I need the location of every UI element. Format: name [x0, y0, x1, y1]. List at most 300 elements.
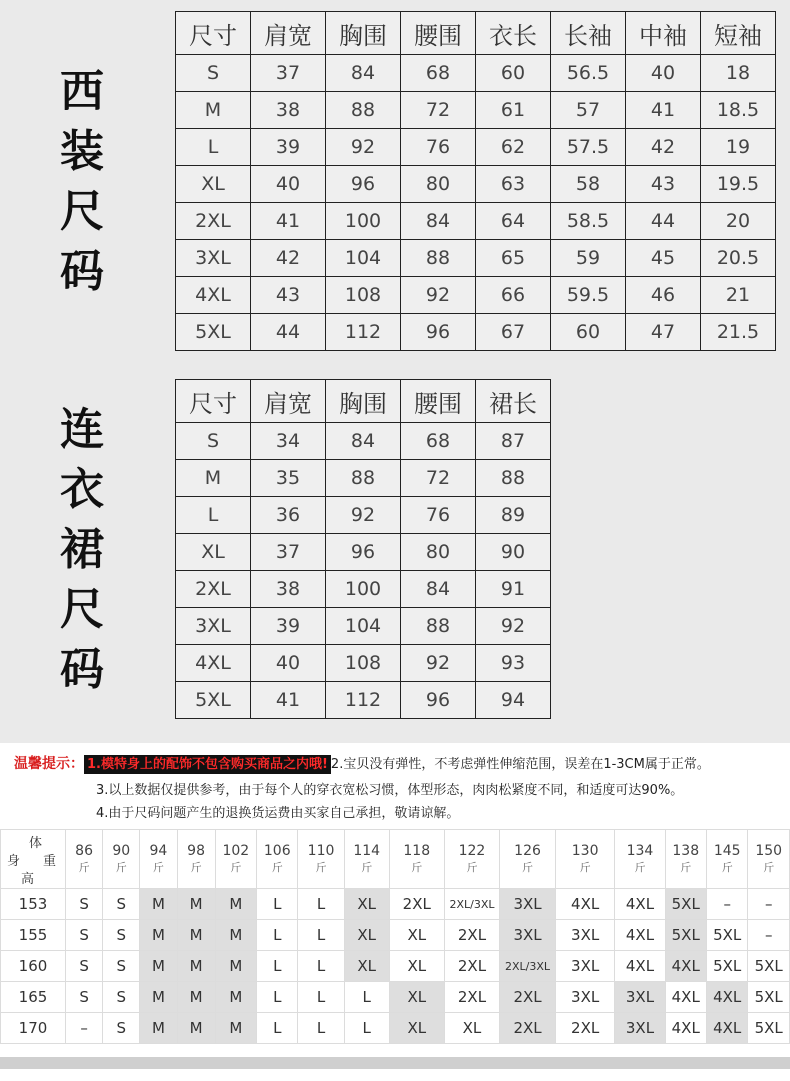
table-cell: 96	[326, 166, 401, 203]
suit-size-title	[52, 62, 112, 302]
size-cell: S	[66, 951, 103, 982]
header-row	[176, 12, 776, 55]
fit-recommendation-table	[0, 829, 790, 1044]
table-cell: 36	[251, 497, 326, 534]
size-cell: 4XL	[665, 951, 706, 982]
table-row	[176, 277, 776, 314]
dress-title-char: 衣	[60, 464, 104, 515]
size-cell: M	[177, 982, 215, 1013]
table-cell: 58.5	[551, 203, 626, 240]
table-cell: 19	[701, 129, 776, 166]
column-header: 短袖	[701, 12, 776, 55]
table-cell: 60	[476, 55, 551, 92]
table-cell: 92	[326, 497, 401, 534]
size-cell: XL	[389, 982, 444, 1013]
table-cell: 21	[701, 277, 776, 314]
table-cell: 3XL	[176, 240, 251, 277]
size-cell: L	[298, 1013, 344, 1044]
table-cell: 89	[476, 497, 551, 534]
suit-size-table	[175, 11, 776, 351]
weight-header	[555, 830, 615, 889]
table-cell: 88	[476, 460, 551, 497]
table-cell: 41	[251, 682, 326, 719]
table-cell: 62	[476, 129, 551, 166]
size-cell: 3XL	[555, 920, 615, 951]
weight-header	[257, 830, 298, 889]
table-row	[176, 682, 551, 719]
size-cell: M	[215, 951, 256, 982]
size-cell: 3XL	[555, 951, 615, 982]
table-cell: 47	[626, 314, 701, 351]
fit-row	[1, 982, 790, 1013]
table-cell: 18.5	[701, 92, 776, 129]
table-cell: 88	[401, 608, 476, 645]
weight-header	[706, 830, 747, 889]
size-cell: L	[257, 920, 298, 951]
table-row	[176, 497, 551, 534]
table-cell: 40	[251, 645, 326, 682]
table-cell: 104	[326, 240, 401, 277]
table-row	[176, 203, 776, 240]
table-cell: 44	[626, 203, 701, 240]
size-cell: 4XL	[665, 1013, 706, 1044]
size-cell: L	[257, 889, 298, 920]
size-cell: 5XL	[748, 1013, 790, 1044]
table-cell: 40	[626, 55, 701, 92]
note-line-3: 4.由于尺码问题产生的退换货运费由买家自己承担，敬请谅解。	[96, 806, 460, 821]
weight-unit: 斤	[152, 861, 164, 874]
size-cell: XL	[344, 951, 389, 982]
table-cell: 20.5	[701, 240, 776, 277]
table-cell: 68	[401, 55, 476, 92]
dress-title-char: 码	[60, 644, 104, 695]
note-line-1	[14, 753, 710, 773]
table-cell: 43	[251, 277, 326, 314]
dress-title-char: 连	[60, 404, 104, 455]
weight-unit: 斤	[680, 861, 692, 874]
weight-unit: 斤	[190, 861, 202, 874]
height-cell: 165	[1, 982, 66, 1013]
column-header: 肩宽	[251, 380, 326, 423]
weight-header	[389, 830, 444, 889]
column-header: 裙长	[476, 380, 551, 423]
size-cell: 4XL	[615, 889, 665, 920]
size-cell: 5XL	[748, 951, 790, 982]
table-cell: 4XL	[176, 277, 251, 314]
table-cell: 35	[251, 460, 326, 497]
table-row	[176, 129, 776, 166]
size-cell: M	[140, 920, 177, 951]
table-cell: 100	[326, 203, 401, 240]
column-header: 肩宽	[251, 12, 326, 55]
table-cell: 112	[326, 682, 401, 719]
size-cell: S	[103, 1013, 140, 1044]
weight-value: 86	[75, 843, 93, 859]
table-cell: 58	[551, 166, 626, 203]
weight-value: 150	[755, 843, 783, 859]
table-cell: 41	[251, 203, 326, 240]
size-cell: L	[257, 1013, 298, 1044]
size-cell: XL	[389, 920, 444, 951]
size-cell: L	[298, 982, 344, 1013]
table-cell: 59	[551, 240, 626, 277]
table-cell: XL	[176, 534, 251, 571]
size-cell: M	[140, 889, 177, 920]
size-cell: 2XL/3XL	[444, 889, 500, 920]
weight-value: 126	[514, 843, 541, 859]
bottom-divider	[0, 1057, 790, 1069]
weight-value: 106	[263, 843, 291, 859]
weight-header	[140, 830, 177, 889]
size-cell: 2XL	[500, 1013, 556, 1044]
size-cell: 3XL	[615, 1013, 665, 1044]
size-cell: 2XL	[444, 920, 500, 951]
table-row	[176, 460, 551, 497]
table-cell: 37	[251, 534, 326, 571]
table-cell: 39	[251, 608, 326, 645]
weight-unit: 斤	[721, 861, 733, 874]
size-cell: 4XL	[615, 951, 665, 982]
weight-value: 94	[149, 843, 168, 859]
table-row	[176, 314, 776, 351]
table-cell: 80	[401, 166, 476, 203]
tip-highlight: 1.模特身上的配饰不包含购买商品之内哦!	[84, 755, 331, 774]
column-header: 腰围	[401, 380, 476, 423]
column-header: 腰围	[401, 12, 476, 55]
size-cell: –	[706, 889, 747, 920]
table-cell: 46	[626, 277, 701, 314]
table-cell: 92	[326, 129, 401, 166]
table-cell: 18	[701, 55, 776, 92]
size-cell: M	[215, 982, 256, 1013]
fit-header-row	[1, 830, 790, 889]
corner-cell	[1, 830, 66, 889]
table-cell: 63	[476, 166, 551, 203]
column-header: 胸围	[326, 12, 401, 55]
fit-row	[1, 889, 790, 920]
suit-title-char: 西	[60, 66, 104, 117]
size-cell: S	[66, 920, 103, 951]
column-header: 尺寸	[176, 380, 251, 423]
column-header: 中袖	[626, 12, 701, 55]
size-cell: XL	[389, 1013, 444, 1044]
weight-header	[298, 830, 344, 889]
size-cell: S	[103, 889, 140, 920]
corner-body: 体	[29, 836, 43, 851]
fit-row	[1, 951, 790, 982]
table-cell: 91	[476, 571, 551, 608]
size-cell: 5XL	[665, 920, 706, 951]
table-cell: 90	[476, 534, 551, 571]
table-cell: 96	[326, 534, 401, 571]
table-cell: 92	[401, 645, 476, 682]
table-cell: M	[176, 92, 251, 129]
size-cell: M	[140, 982, 177, 1013]
height-cell: 153	[1, 889, 66, 920]
size-cell: S	[103, 951, 140, 982]
size-cell: M	[177, 920, 215, 951]
corner-height-top: 身	[7, 854, 21, 869]
weight-header	[66, 830, 103, 889]
size-cell: 3XL	[500, 920, 556, 951]
column-header: 衣长	[476, 12, 551, 55]
weight-unit: 斤	[115, 861, 127, 874]
weight-header	[103, 830, 140, 889]
table-cell: 5XL	[176, 682, 251, 719]
table-cell: 93	[476, 645, 551, 682]
table-cell: 38	[251, 92, 326, 129]
size-cell: S	[103, 982, 140, 1013]
weight-value: 90	[112, 843, 131, 859]
column-header: 长袖	[551, 12, 626, 55]
table-cell: 3XL	[176, 608, 251, 645]
size-cell: M	[177, 1013, 215, 1044]
table-row	[176, 55, 776, 92]
size-cell: 2XL	[444, 982, 500, 1013]
size-cell: 4XL	[555, 889, 615, 920]
table-cell: 66	[476, 277, 551, 314]
size-cell: L	[344, 982, 389, 1013]
table-cell: 64	[476, 203, 551, 240]
table-cell: 2XL	[176, 571, 251, 608]
size-cell: M	[177, 951, 215, 982]
weight-unit: 斤	[230, 861, 242, 874]
size-cell: L	[257, 982, 298, 1013]
table-cell: 43	[626, 166, 701, 203]
size-cell: 3XL	[500, 889, 556, 920]
size-cell: L	[257, 951, 298, 982]
table-cell: L	[176, 129, 251, 166]
table-cell: 56.5	[551, 55, 626, 92]
weight-value: 118	[403, 843, 431, 859]
table-cell: 44	[251, 314, 326, 351]
table-cell: 45	[626, 240, 701, 277]
size-cell: 3XL	[615, 982, 665, 1013]
table-cell: 34	[251, 423, 326, 460]
size-cell: M	[215, 920, 256, 951]
table-cell: 94	[476, 682, 551, 719]
table-row	[176, 240, 776, 277]
weight-value: 134	[626, 843, 654, 859]
table-cell: 108	[326, 645, 401, 682]
fit-row	[1, 1013, 790, 1044]
column-header: 胸围	[326, 380, 401, 423]
size-cell: 5XL	[748, 982, 790, 1013]
weight-value: 110	[307, 843, 335, 859]
table-cell: 72	[401, 460, 476, 497]
table-cell: L	[176, 497, 251, 534]
weight-header	[215, 830, 256, 889]
weight-value: 122	[458, 843, 486, 859]
note-line-2: 3.以上数据仅提供参考，由于每个人的穿衣宽松习惯，体型形态，肉肉松紧度不同，和适度可达90%。	[96, 783, 684, 798]
weight-header	[665, 830, 706, 889]
fit-row	[1, 920, 790, 951]
size-cell: 2XL	[555, 1013, 615, 1044]
weight-unit: 斤	[315, 861, 327, 874]
table-cell: 5XL	[176, 314, 251, 351]
table-cell: 84	[401, 203, 476, 240]
table-row	[176, 423, 551, 460]
weight-value: 98	[187, 843, 205, 859]
table-cell: 88	[326, 92, 401, 129]
table-row	[176, 92, 776, 129]
weight-header	[444, 830, 500, 889]
table-cell: 104	[326, 608, 401, 645]
size-cell: 2XL/3XL	[500, 951, 556, 982]
table-cell: 42	[626, 129, 701, 166]
table-cell: 68	[401, 423, 476, 460]
table-cell: 61	[476, 92, 551, 129]
size-cell: 2XL	[500, 982, 556, 1013]
table-row	[176, 608, 551, 645]
size-cell: XL	[444, 1013, 500, 1044]
table-cell: 92	[401, 277, 476, 314]
table-cell: 4XL	[176, 645, 251, 682]
weight-unit: 斤	[634, 861, 646, 874]
size-cell: 4XL	[615, 920, 665, 951]
table-cell: 20	[701, 203, 776, 240]
weight-unit: 斤	[411, 861, 423, 874]
table-cell: 57.5	[551, 129, 626, 166]
height-cell: 160	[1, 951, 66, 982]
corner-height-bottom: 高	[21, 872, 35, 887]
size-cell: 4XL	[706, 982, 747, 1013]
weight-value: 130	[571, 843, 599, 859]
table-cell: S	[176, 55, 251, 92]
table-cell: 72	[401, 92, 476, 129]
size-cell: L	[344, 1013, 389, 1044]
size-cell: 5XL	[706, 951, 747, 982]
weight-value: 138	[672, 843, 700, 859]
table-cell: 92	[476, 608, 551, 645]
weight-header	[615, 830, 665, 889]
height-cell: 155	[1, 920, 66, 951]
table-cell: 57	[551, 92, 626, 129]
table-cell: 88	[401, 240, 476, 277]
table-cell: 59.5	[551, 277, 626, 314]
size-cell: S	[103, 920, 140, 951]
weight-value: 145	[713, 843, 741, 859]
table-cell: 84	[326, 55, 401, 92]
weight-unit: 斤	[271, 861, 283, 874]
table-cell: 80	[401, 534, 476, 571]
weight-value: 102	[222, 843, 250, 859]
dress-size-table	[175, 379, 551, 719]
table-cell: 76	[401, 497, 476, 534]
note-text-2: 2.宝贝没有弹性，不考虑弹性伸缩范围，误差在1-3CM属于正常。	[330, 757, 710, 772]
weight-unit: 斤	[78, 861, 90, 874]
table-row	[176, 534, 551, 571]
weight-unit: 斤	[522, 861, 534, 874]
weight-unit: 斤	[763, 861, 775, 874]
size-cell: M	[140, 1013, 177, 1044]
table-cell: M	[176, 460, 251, 497]
size-cell: M	[177, 889, 215, 920]
table-cell: S	[176, 423, 251, 460]
table-cell: 84	[401, 571, 476, 608]
size-cell: M	[215, 889, 256, 920]
table-cell: 84	[326, 423, 401, 460]
suit-title-char: 尺	[60, 186, 104, 237]
size-cell: L	[298, 951, 344, 982]
size-cell: XL	[389, 951, 444, 982]
size-cell: 3XL	[555, 982, 615, 1013]
dress-size-title	[52, 400, 112, 700]
size-cell: S	[66, 982, 103, 1013]
size-cell: 2XL	[444, 951, 500, 982]
table-cell: 65	[476, 240, 551, 277]
table-row	[176, 166, 776, 203]
table-cell: 37	[251, 55, 326, 92]
weight-header	[748, 830, 790, 889]
weight-header	[500, 830, 556, 889]
tip-label: 温馨提示：	[14, 756, 84, 772]
size-cell: 4XL	[665, 982, 706, 1013]
table-cell: 96	[401, 314, 476, 351]
table-row	[176, 571, 551, 608]
table-cell: 112	[326, 314, 401, 351]
table-cell: 88	[326, 460, 401, 497]
table-cell: 40	[251, 166, 326, 203]
weight-unit: 斤	[579, 861, 591, 874]
table-cell: 41	[626, 92, 701, 129]
size-cell: 2XL	[389, 889, 444, 920]
weight-value: 114	[353, 843, 381, 859]
size-cell: –	[66, 1013, 103, 1044]
size-cell: –	[748, 920, 790, 951]
table-cell: 19.5	[701, 166, 776, 203]
table-row	[176, 645, 551, 682]
table-cell: 39	[251, 129, 326, 166]
table-cell: 38	[251, 571, 326, 608]
weight-unit: 斤	[361, 861, 373, 874]
table-cell: 87	[476, 423, 551, 460]
weight-header	[344, 830, 389, 889]
header-row	[176, 380, 551, 423]
table-cell: 108	[326, 277, 401, 314]
height-cell: 170	[1, 1013, 66, 1044]
size-cell: –	[748, 889, 790, 920]
table-cell: 2XL	[176, 203, 251, 240]
size-cell: M	[140, 951, 177, 982]
weight-unit: 斤	[466, 861, 478, 874]
table-cell: 76	[401, 129, 476, 166]
size-cell: 5XL	[706, 920, 747, 951]
suit-title-char: 码	[60, 246, 104, 297]
size-cell: M	[215, 1013, 256, 1044]
suit-title-char: 装	[60, 126, 104, 177]
size-cell: XL	[344, 920, 389, 951]
dress-title-char: 尺	[60, 584, 104, 635]
size-cell: 5XL	[665, 889, 706, 920]
weight-header	[177, 830, 215, 889]
table-cell: 100	[326, 571, 401, 608]
corner-weight: 重	[43, 854, 57, 869]
table-cell: 42	[251, 240, 326, 277]
size-cell: 4XL	[706, 1013, 747, 1044]
size-cell: S	[66, 889, 103, 920]
table-cell: 21.5	[701, 314, 776, 351]
column-header: 尺寸	[176, 12, 251, 55]
table-cell: 60	[551, 314, 626, 351]
table-cell: 96	[401, 682, 476, 719]
dress-title-char: 裙	[60, 524, 104, 575]
table-cell: 67	[476, 314, 551, 351]
size-cell: XL	[344, 889, 389, 920]
size-cell: L	[298, 920, 344, 951]
size-cell: L	[298, 889, 344, 920]
table-cell: XL	[176, 166, 251, 203]
